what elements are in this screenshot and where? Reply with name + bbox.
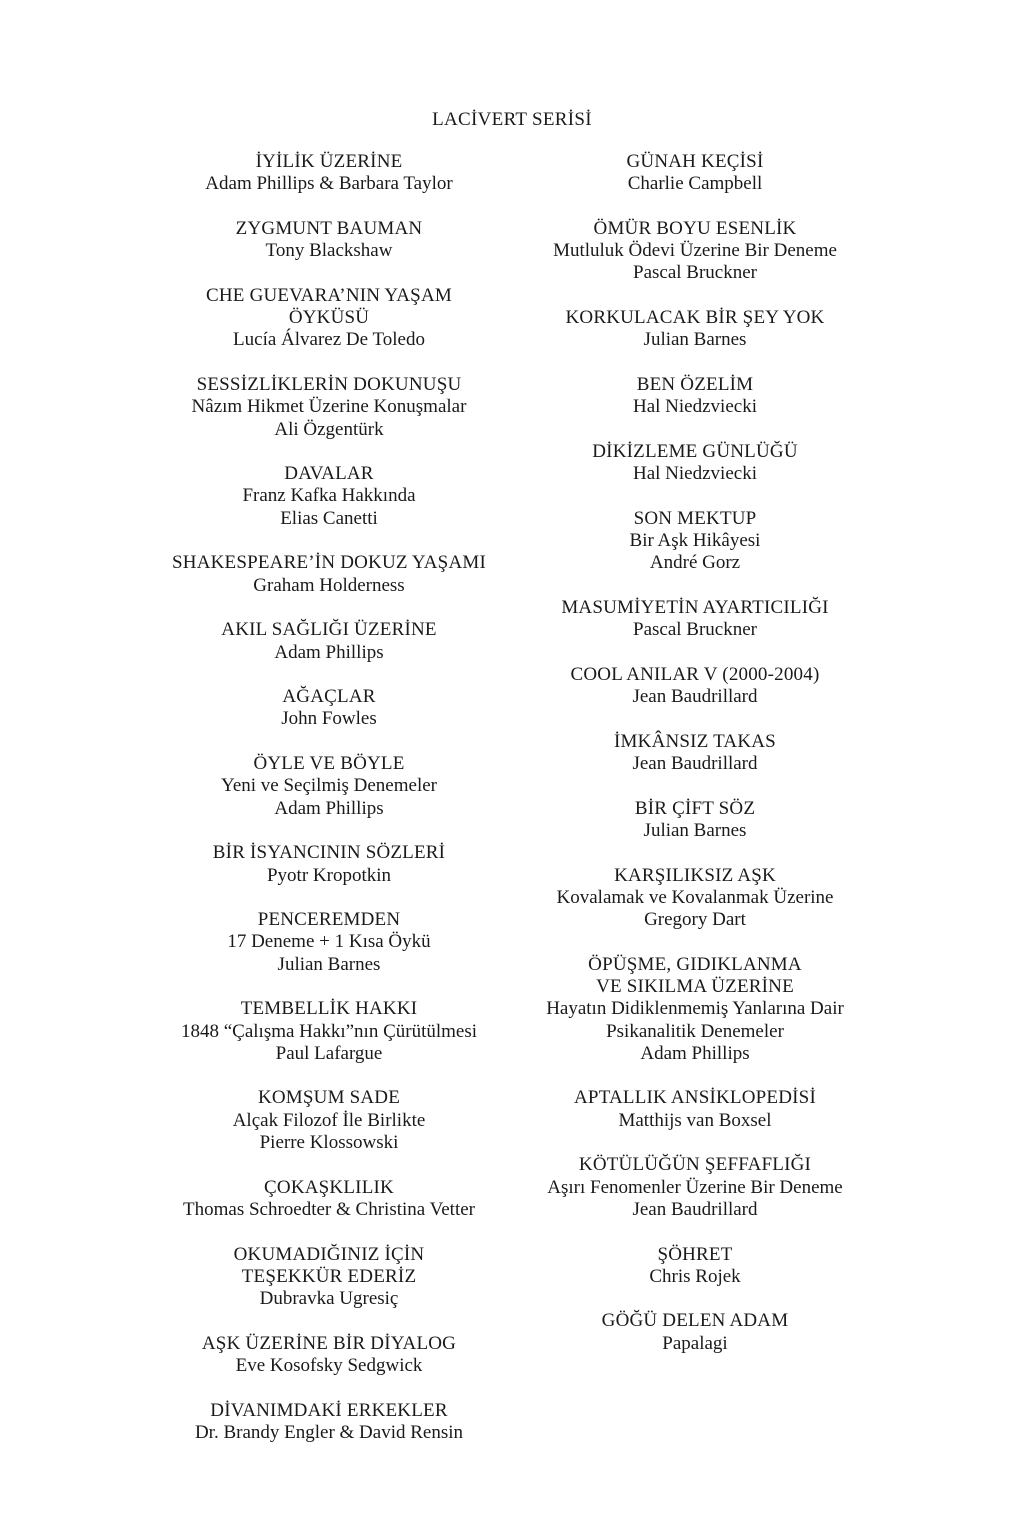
- book-title: BİR ÇİFT SÖZ: [634, 797, 756, 819]
- book-subtitle: Mutluluk Ödevi Üzerine Bir Deneme: [553, 240, 837, 262]
- book-author: Matthijs van Boxsel: [618, 1109, 772, 1131]
- book-title: SHAKESPEARE’İN DOKUZ YAŞAMI: [172, 552, 486, 574]
- book-author: Julian Barnes: [643, 329, 747, 351]
- book-author: Paul Lafargue: [275, 1042, 383, 1064]
- book-title: GÜNAH KEÇİSİ: [626, 151, 764, 172]
- book-title: CHE GUEVARA’NIN YAŞAM: [206, 284, 452, 306]
- book-entry: [485, 1154, 905, 1221]
- book-entry: [485, 597, 905, 642]
- book-title: DİKİZLEME GÜNLÜĞÜ: [592, 440, 798, 462]
- book-author: Pascal Bruckner: [633, 619, 757, 641]
- book-title: COOL ANILAR V (2000-2004): [570, 663, 820, 685]
- book-subtitle: Hayatın Didiklenmemiş Yanlarına Dair: [546, 998, 844, 1020]
- book-entry: [119, 151, 539, 196]
- book-entry: [119, 619, 539, 664]
- book-title: ÖPÜŞME, GIDIKLANMA: [588, 953, 802, 975]
- book-entry: [485, 798, 905, 843]
- book-entry: [119, 998, 539, 1065]
- book-author: Elias Canetti: [280, 507, 378, 529]
- book-author: Charlie Campbell: [627, 173, 763, 195]
- book-author: Jean Baudrillard: [632, 1198, 758, 1220]
- book-title: ÖYLE VE BÖYLE: [253, 753, 405, 775]
- book-subtitle: Franz Kafka Hakkında: [242, 485, 416, 507]
- book-entry: [485, 1310, 905, 1355]
- book-title: OKUMADIĞINIZ İÇİN: [233, 1243, 425, 1265]
- book-author: Jean Baudrillard: [632, 686, 758, 708]
- book-title: BEN ÖZELİM: [636, 373, 754, 395]
- book-author: Adam Phillips: [274, 797, 384, 819]
- book-entry: [119, 1244, 539, 1311]
- book-author: Eve Kosofsky Sedgwick: [235, 1355, 423, 1377]
- book-entry: [119, 218, 539, 263]
- book-entry: [485, 1244, 905, 1289]
- book-title: İYİLİK ÜZERİNE: [255, 151, 403, 172]
- book-author: Dr. Brandy Engler & David Rensin: [194, 1421, 464, 1443]
- book-title-line2: VE SIKILMA ÜZERİNE: [596, 975, 794, 997]
- book-title: SON MEKTUP: [633, 507, 757, 529]
- book-author: Ali Özgentürk: [274, 418, 384, 440]
- book-author: Tony Blackshaw: [265, 240, 393, 262]
- book-entry: [119, 552, 539, 597]
- book-entry: [119, 842, 539, 887]
- book-author: Pyotr Kropotkin: [266, 864, 392, 886]
- book-subtitle: Aşırı Fenomenler Üzerine Bir Deneme: [547, 1176, 843, 1198]
- book-entry: [119, 285, 539, 352]
- book-entry: [119, 1087, 539, 1154]
- book-author: Papalagi: [662, 1332, 728, 1354]
- book-author: André Gorz: [649, 552, 741, 574]
- book-title: MASUMİYETİN AYARTICILIĞI: [561, 596, 829, 618]
- book-entry: [119, 1177, 539, 1222]
- book-subtitle: Alçak Filozof İle Birlikte: [232, 1109, 426, 1131]
- series-title: LACİVERT SERİSİ: [432, 109, 592, 130]
- book-entry: [485, 307, 905, 352]
- book-entry: [119, 463, 539, 530]
- book-title-line2: ÖYKÜSÜ: [288, 307, 370, 329]
- book-title: ÇOKAŞKLILIK: [264, 1176, 394, 1198]
- book-entry: [119, 686, 539, 731]
- book-title: KÖTÜLÜĞÜN ŞEFFAFLIĞI: [578, 1154, 812, 1176]
- book-entry: [485, 218, 905, 285]
- book-title: KOMŞUM SADE: [257, 1087, 401, 1109]
- book-subtitle: Kovalamak ve Kovalanmak Üzerine: [556, 886, 834, 908]
- book-title: DİVANIMDAKİ ERKEKLER: [210, 1399, 448, 1421]
- book-entry: [485, 954, 905, 1065]
- book-subtitle: 1848 “Çalışma Hakkı”nın Çürütülmesi: [180, 1020, 478, 1042]
- book-entry: [485, 664, 905, 709]
- book-title: AŞK ÜZERİNE BİR DİYALOG: [201, 1332, 457, 1354]
- book-list-left: [119, 151, 539, 1467]
- book-title: AĞAÇLAR: [282, 686, 376, 708]
- book-entry: [485, 508, 905, 575]
- book-entry: [485, 374, 905, 419]
- book-title: BİR İSYANCININ SÖZLERİ: [212, 842, 446, 864]
- book-title: APTALLIK ANSİKLOPEDİSİ: [574, 1087, 816, 1109]
- book-title: İMKÂNSIZ TAKAS: [614, 730, 776, 752]
- book-author: Jean Baudrillard: [632, 753, 758, 775]
- book-entry: [119, 909, 539, 976]
- book-title: DAVALAR: [284, 463, 374, 485]
- book-author: Thomas Schroedter & Christina Vetter: [183, 1198, 475, 1220]
- book-title: GÖĞÜ DELEN ADAM: [601, 1310, 789, 1332]
- book-subtitle: Yeni ve Seçilmiş Denemeler: [221, 775, 437, 797]
- book-entry: [485, 441, 905, 486]
- book-title: TEMBELLİK HAKKI: [240, 998, 418, 1020]
- book-subtitle-line2: Psikanalitik Denemeler: [606, 1020, 784, 1042]
- book-author: John Fowles: [281, 708, 377, 730]
- book-title: AKIL SAĞLIĞI ÜZERİNE: [221, 619, 437, 641]
- book-title: ŞÖHRET: [657, 1243, 733, 1265]
- book-entry: [119, 374, 539, 441]
- book-subtitle: Nâzım Hikmet Üzerine Konuşmalar: [191, 396, 467, 418]
- book-author: Adam Phillips: [640, 1042, 750, 1064]
- book-entry: [119, 753, 539, 820]
- book-author: Julian Barnes: [277, 953, 381, 975]
- book-author: Dubravka Ugresiç: [259, 1288, 399, 1310]
- book-subtitle: 17 Deneme + 1 Kısa Öykü: [227, 931, 431, 953]
- book-author: Gregory Dart: [644, 909, 746, 931]
- book-title: PENCEREMDEN: [257, 909, 401, 931]
- book-author: Lucía Álvarez De Toledo: [233, 329, 425, 351]
- book-title-line2: TEŞEKKÜR EDERİZ: [241, 1265, 417, 1287]
- book-title: SESSİZLİKLERİN DOKUNUŞU: [196, 373, 462, 395]
- book-author: Julian Barnes: [643, 819, 747, 841]
- book-entry: [485, 151, 905, 196]
- book-author: Hal Niedzviecki: [633, 396, 757, 418]
- book-entry: [485, 865, 905, 932]
- book-entry: [485, 731, 905, 776]
- book-author: Graham Holderness: [253, 574, 405, 596]
- book-title: KARŞILIKSIZ AŞK: [614, 864, 776, 886]
- book-title: ZYGMUNT BAUMAN: [235, 217, 423, 239]
- book-author: Adam Phillips: [274, 641, 384, 663]
- book-title: ÖMÜR BOYU ESENLİK: [593, 217, 797, 239]
- book-author: Chris Rojek: [649, 1265, 741, 1287]
- book-title: KORKULACAK BİR ŞEY YOK: [565, 307, 825, 329]
- book-list-right: [485, 151, 905, 1377]
- book-author: Hal Niedzviecki: [633, 463, 757, 485]
- book-entry: [485, 1087, 905, 1132]
- book-subtitle: Bir Aşk Hikâyesi: [629, 530, 761, 552]
- book-author: Pascal Bruckner: [633, 262, 757, 284]
- book-entry: [119, 1400, 539, 1445]
- book-author: Adam Phillips & Barbara Taylor: [205, 173, 453, 195]
- book-author: Pierre Klossowski: [259, 1132, 399, 1154]
- book-entry: [119, 1333, 539, 1378]
